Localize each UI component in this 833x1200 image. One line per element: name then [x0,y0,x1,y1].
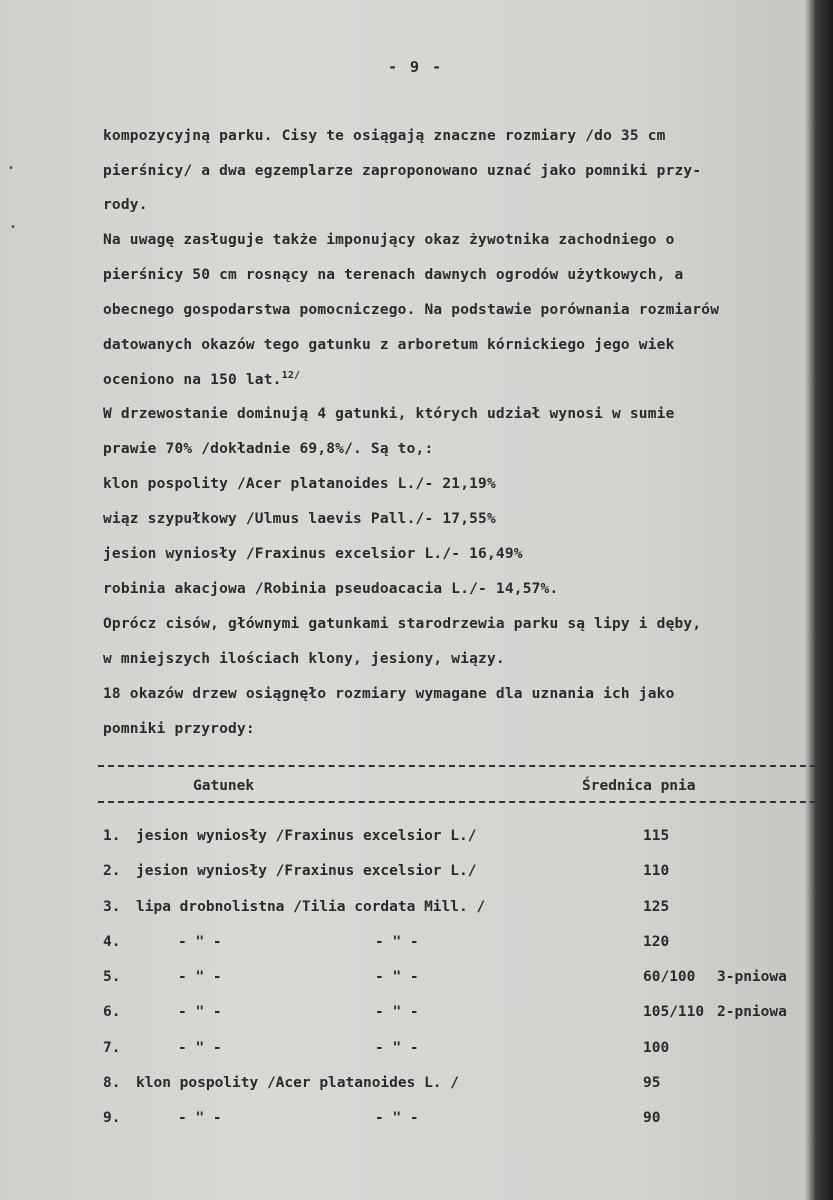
row-number: 1. [103,828,121,844]
row-number: 5. [103,969,121,985]
trunk-diameter: 60/100 [643,969,696,985]
paragraph-line: pierśnicy 50 cm rosnący na terenach dawnych ogrodów użytkowych, a [103,267,684,283]
table-header-diameter: Średnica pnia [582,778,696,794]
ditto-mark: - " - [375,1040,419,1056]
trunk-diameter: 125 [643,899,670,915]
paragraph-line: pomniki przyrody: [103,721,255,737]
paragraph-line: kompozycyjną parku. Cisy te osiągają znaczne rozmiary /do 35 cm [103,128,666,144]
trunk-diameter: 90 [643,1110,661,1126]
footnote-reference: 12/ [281,370,301,381]
ditto-mark: - " - [178,934,222,950]
ditto-mark: - " - [178,969,222,985]
paragraph-line: Oprócz cisów, głównymi gatunkami starodrzewia parku są lipy i dęby, [103,616,702,632]
paragraph-line: W drzewostanie dominują 4 gatunki, których udział wynosi w sumie [103,406,675,422]
trunk-note: 3-pniowa [717,969,787,985]
ditto-mark: - " - [375,969,419,985]
trunk-diameter: 95 [643,1075,661,1091]
row-number: 4. [103,934,121,950]
table-row [103,969,813,993]
paragraph-text: oceniono na 150 lat. [103,371,282,388]
table-row [103,1040,813,1064]
paragraph-line: datowanych okazów tego gatunku z arboretum kórnickiego jego wiek [103,337,675,353]
ditto-mark: - " - [375,934,419,950]
trunk-diameter: 105/110 [643,1004,705,1020]
table-row [103,1110,813,1134]
species-share-line: robinia akacjowa /Robinia pseudoacacia L./- 14,57%. [103,581,559,597]
row-number: 3. [103,899,121,915]
page-number: - 9 - [388,58,444,76]
table-header-species: Gatunek [193,778,255,794]
paragraph-line [103,370,300,388]
trunk-diameter: 100 [643,1040,670,1056]
species-share-line: klon pospolity /Acer platanoides L./- 21,19% [103,476,496,492]
table-header-rule [98,801,816,803]
paragraph-line: rody. [103,197,148,213]
trunk-note: 2-pniowa [717,1004,787,1020]
ditto-mark: - " - [178,1040,222,1056]
paragraph-line: prawie 70% /dokładnie 69,8%/. Są to,: [103,441,434,457]
table-row [103,1075,813,1099]
trunk-diameter: 110 [643,863,670,879]
species-name: jesion wyniosły /Fraxinus excelsior L./ [136,828,477,844]
row-number: 7. [103,1040,121,1056]
table-row [103,934,813,958]
ditto-mark: - " - [375,1004,419,1020]
table-top-rule [98,765,816,767]
paragraph-line: Na uwagę zasługuje także imponujący okaz żywotnika zachodniego o [103,232,675,248]
species-name: jesion wyniosły /Fraxinus excelsior L./ [136,863,477,879]
row-number: 8. [103,1075,121,1091]
species-name: klon pospolity /Acer platanoides L. / [136,1075,460,1091]
paragraph-line: 18 okazów drzew osiągnęło rozmiary wymagane dla uznania ich jako [103,686,675,702]
paragraph-line: obecnego gospodarstwa pomocniczego. Na podstawie porównania rozmiarów [103,302,720,318]
paragraph-line: w mniejszych ilościach klony, jesiony, wiązy. [103,651,505,667]
trunk-diameter: 115 [643,828,670,844]
table-row [103,828,813,852]
margin-dot: • [8,163,15,174]
margin-dot: • [10,222,17,233]
paragraph-line: pierśnicy/ a dwa egzemplarze zaproponowano uznać jako pomniki przy- [103,163,702,179]
table-row [103,1004,813,1028]
ditto-mark: - " - [178,1004,222,1020]
species-share-line: wiąz szypułkowy /Ulmus laevis Pall./- 17,55% [103,511,496,527]
table-row [103,863,813,887]
row-number: 2. [103,863,121,879]
trunk-diameter: 120 [643,934,670,950]
ditto-mark: - " - [178,1110,222,1126]
species-share-line: jesion wyniosły /Fraxinus excelsior L./- 16,49% [103,546,523,562]
table-row [103,899,813,923]
row-number: 9. [103,1110,121,1126]
ditto-mark: - " - [375,1110,419,1126]
row-number: 6. [103,1004,121,1020]
species-name: lipa drobnolistna /Tilia cordata Mill. / [136,899,486,915]
